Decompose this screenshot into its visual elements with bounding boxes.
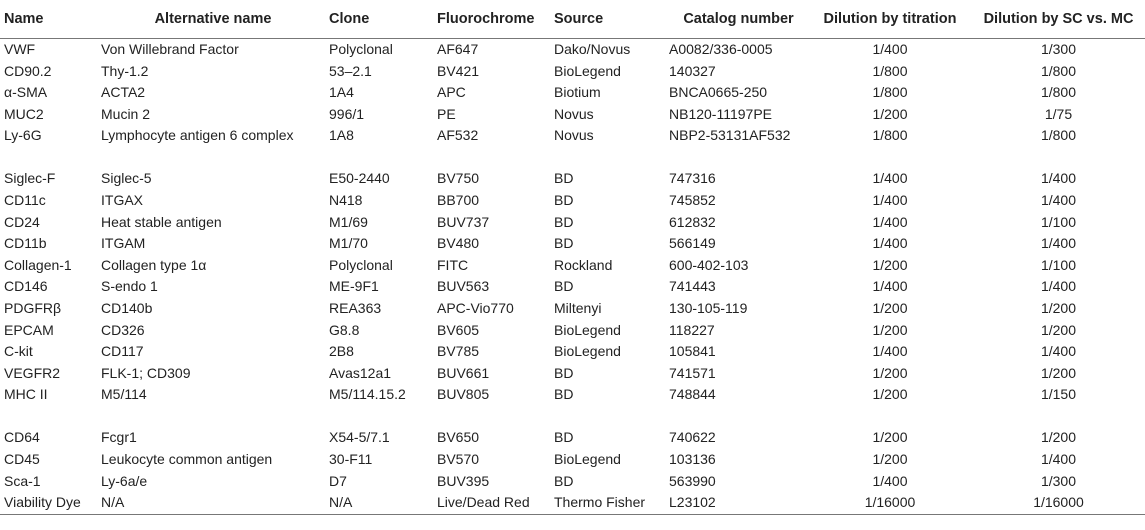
cell-dilution-titration: 1/400: [872, 278, 908, 295]
cell-dilution-sc-mc: 1/300: [1040, 41, 1077, 57]
cell-fluorochrome: BV650: [437, 429, 480, 446]
table-row: [0, 492, 1145, 514]
cell-dilution-titration: 1/800: [872, 62, 908, 79]
table-body: [0, 39, 1145, 515]
cell-dilution-titration: 1/200: [872, 450, 908, 467]
cell-alternative-name: CD326: [101, 321, 145, 338]
cell-dilution-titration: 1/200: [872, 256, 908, 273]
cell-source: BioLegend: [554, 343, 621, 360]
table-row: [0, 276, 1145, 298]
cell-dilution-sc-mc: 1/200: [1040, 364, 1077, 381]
table-row: [0, 363, 1145, 385]
cell-name: α-SMA: [4, 84, 48, 101]
cell-dilution-titration: 1/200: [872, 364, 908, 381]
cell-dilution-sc-mc: 1/400: [1040, 278, 1077, 295]
cell-clone: D7: [329, 472, 347, 489]
cell-dilution-sc-mc: 1/400: [1040, 191, 1077, 208]
cell-catalog-number: 747316: [669, 170, 716, 187]
cell-fluorochrome: Live/Dead Red: [433, 492, 550, 514]
cell-dilution-sc-mc: 1/100: [1040, 256, 1077, 273]
cell-dilution-sc-mc: 1/800: [1040, 127, 1077, 144]
table-row: [0, 427, 1145, 449]
cell-name: VEGFR2: [4, 364, 61, 381]
cell-fluorochrome: BV480: [437, 235, 480, 252]
cell-source: BD: [554, 364, 574, 381]
cell-dilution-titration: 1/200: [872, 429, 908, 446]
cell-dilution-sc-mc: 1/400: [1040, 450, 1077, 467]
cell-clone: M1/69: [329, 213, 368, 230]
cell-dilution-sc-mc: 1/800: [1040, 62, 1077, 79]
cell-fluorochrome: BUV661: [437, 364, 490, 381]
cell-fluorochrome: BUV395: [437, 472, 490, 489]
cell-catalog-number: 741571: [669, 364, 716, 381]
cell-dilution-sc-mc: 1/800: [1040, 84, 1077, 101]
cell-name: C-kit: [4, 343, 33, 360]
cell-source: Thermo Fisher: [550, 492, 665, 514]
cell-source: Novus: [554, 127, 594, 144]
cell-catalog-number: 612832: [669, 213, 716, 230]
cell-catalog-number: 563990: [669, 472, 716, 489]
cell-source: Rockland: [554, 256, 613, 273]
cell-fluorochrome: AF532: [437, 127, 479, 144]
cell-dilution-sc-mc: 1/150: [1040, 386, 1077, 403]
cell-name: Viability Dye: [0, 492, 97, 514]
cell-catalog-number: 130-105-119: [669, 299, 748, 316]
cell-name: CD11b: [4, 235, 47, 252]
cell-catalog-number: 741443: [669, 278, 716, 295]
cell-catalog-number: A0082/336-0005: [669, 41, 773, 57]
table-row: [0, 449, 1145, 471]
cell-dilution-sc-mc: 1/400: [1040, 343, 1077, 360]
cell-alternative-name: S-endo 1: [101, 278, 158, 295]
cell-catalog-number: 140327: [669, 62, 716, 79]
cell-name: Collagen-1: [4, 256, 72, 273]
cell-dilution-titration: 1/200: [872, 321, 908, 338]
cell-alternative-name: ACTA2: [101, 84, 146, 101]
cell-clone: G8.8: [329, 321, 360, 338]
cell-fluorochrome: BV605: [437, 321, 480, 338]
cell-dilution-sc-mc: 1/300: [1040, 472, 1077, 489]
cell-name: EPCAM: [4, 321, 54, 338]
table-header-row: [0, 0, 1145, 39]
cell-name: Sca-1: [4, 472, 41, 489]
cell-fluorochrome: BUV737: [437, 213, 490, 230]
cell-dilution-titration: 1/400: [872, 472, 908, 489]
cell-dilution-sc-mc: 1/75: [1044, 105, 1073, 122]
table-row: [0, 298, 1145, 320]
cell-catalog-number: 600-402-103: [669, 256, 749, 273]
cell-alternative-name: Mucin 2: [101, 105, 151, 122]
cell-dilution-titration: 1/400: [872, 41, 908, 57]
header-source: Source: [550, 0, 665, 39]
cell-source: BD: [554, 278, 574, 295]
cell-alternative-name: Thy-1.2: [101, 62, 149, 79]
cell-catalog-number: NB120-11197PE: [669, 105, 772, 122]
cell-fluorochrome: BV570: [437, 450, 480, 467]
cell-dilution-sc-mc: 1/400: [1040, 170, 1077, 187]
cell-alternative-name: Von Willebrand Factor: [101, 41, 239, 57]
cell-dilution-sc-mc: 1/400: [1040, 235, 1077, 252]
cell-name: CD64: [4, 429, 40, 446]
cell-source: Dako/Novus: [554, 41, 631, 57]
cell-dilution-titration: 1/400: [872, 343, 908, 360]
cell-alternative-name: N/A: [97, 492, 325, 514]
cell-clone: N418: [329, 191, 363, 208]
cell-clone: 1A8: [329, 127, 354, 144]
cell-clone: 30-F11: [329, 450, 373, 467]
cell-catalog-number: 566149: [669, 235, 716, 252]
cell-clone: Avas12a1: [329, 364, 392, 381]
cell-dilution-titration: 1/16000: [808, 492, 968, 514]
cell-source: BD: [554, 386, 574, 403]
cell-fluorochrome: PE: [437, 105, 456, 122]
cell-name: CD90.2: [4, 62, 52, 79]
cell-source: Miltenyi: [554, 299, 602, 316]
header-dilution-sc-mc: Dilution by SC vs. MC: [968, 0, 1145, 39]
cell-fluorochrome: BV785: [437, 343, 480, 360]
cell-source: Biotium: [554, 84, 601, 101]
cell-catalog-number: 748844: [669, 386, 716, 403]
cell-alternative-name: ITGAX: [101, 191, 144, 208]
cell-name: VWF: [4, 41, 36, 57]
cell-dilution-titration: 1/200: [872, 299, 908, 316]
header-clone: Clone: [325, 0, 433, 39]
table-row: [0, 82, 1145, 104]
cell-dilution-titration: 1/400: [872, 213, 908, 230]
table-row: [0, 125, 1145, 168]
cell-clone: 1A4: [329, 84, 354, 101]
cell-alternative-name: CD140b: [101, 299, 153, 316]
cell-alternative-name: Heat stable antigen: [101, 213, 222, 230]
table-row: [0, 233, 1145, 255]
cell-dilution-titration: 1/400: [872, 235, 908, 252]
header-catalog-number: Catalog number: [665, 0, 808, 39]
cell-clone: N/A: [325, 492, 433, 514]
cell-source: BioLegend: [554, 321, 621, 338]
cell-fluorochrome: BUV805: [437, 386, 490, 403]
cell-clone: Polyclonal: [329, 41, 393, 57]
cell-fluorochrome: BUV563: [437, 278, 490, 295]
cell-source: BioLegend: [554, 450, 621, 467]
cell-clone: E50-2440: [329, 170, 390, 187]
cell-clone: X54-5/7.1: [329, 429, 390, 446]
cell-dilution-titration: 1/200: [872, 386, 908, 403]
cell-fluorochrome: AF647: [437, 41, 479, 57]
cell-source: BD: [554, 170, 574, 187]
cell-fluorochrome: BB700: [437, 191, 480, 208]
table-row: [0, 255, 1145, 277]
cell-clone: 2B8: [329, 343, 354, 360]
cell-alternative-name: Fcgr1: [101, 429, 137, 446]
cell-name: Siglec-F: [4, 170, 56, 187]
header-fluorochrome: Fluorochrome: [433, 0, 550, 39]
cell-alternative-name: CD117: [101, 343, 144, 360]
table-row: [0, 168, 1145, 190]
cell-catalog-number: NBP2-53131AF532: [669, 127, 791, 144]
cell-source: Novus: [554, 105, 594, 122]
cell-source: BD: [554, 235, 574, 252]
cell-dilution-titration: 1/800: [872, 127, 908, 144]
table-row: [0, 212, 1145, 234]
cell-fluorochrome: FITC: [437, 256, 469, 273]
cell-dilution-titration: 1/200: [872, 105, 908, 122]
table-row: [0, 39, 1145, 61]
cell-source: BioLegend: [554, 62, 621, 79]
cell-fluorochrome: BV421: [437, 62, 480, 79]
cell-catalog-number: 745852: [669, 191, 716, 208]
cell-dilution-sc-mc: 1/100: [1040, 213, 1077, 230]
cell-dilution-sc-mc: 1/200: [1040, 299, 1077, 316]
cell-name: CD45: [4, 450, 40, 467]
cell-alternative-name: Siglec-5: [101, 170, 152, 187]
cell-clone: 53–2.1: [329, 62, 372, 79]
cell-catalog-number: 740622: [669, 429, 716, 446]
cell-source: BD: [554, 213, 574, 230]
cell-alternative-name: FLK-1; CD309: [101, 364, 191, 381]
header-dilution-titration: Dilution by titration: [808, 0, 968, 39]
cell-clone: M5/114.15.2: [329, 386, 406, 403]
cell-clone: Polyclonal: [329, 256, 393, 273]
cell-catalog-number: 103136: [669, 450, 716, 467]
cell-alternative-name: Ly-6a/e: [101, 472, 148, 489]
cell-alternative-name: Leukocyte common antigen: [101, 450, 273, 467]
cell-alternative-name: Lymphocyte antigen 6 complex: [101, 127, 294, 144]
header-name: Name: [0, 0, 97, 39]
table-row: [0, 384, 1145, 427]
cell-clone: M1/70: [329, 235, 368, 252]
cell-dilution-sc-mc: 1/16000: [968, 492, 1145, 514]
cell-dilution-titration: 1/400: [872, 170, 908, 187]
cell-name: Ly-6G: [4, 127, 42, 144]
cell-name: MUC2: [4, 105, 44, 122]
table-row: [0, 61, 1145, 83]
cell-source: BD: [554, 191, 574, 208]
cell-catalog-number: 118227: [669, 321, 715, 338]
cell-name: CD24: [4, 213, 40, 230]
table-row: [0, 190, 1145, 212]
cell-clone: REA363: [329, 299, 382, 316]
cell-fluorochrome: APC: [437, 84, 466, 101]
table-row: [0, 320, 1145, 342]
cell-clone: 996/1: [329, 105, 365, 122]
cell-source: BD: [554, 429, 574, 446]
cell-name: PDGFRβ: [4, 299, 62, 316]
cell-fluorochrome: APC-Vio770: [437, 299, 514, 316]
cell-source: BD: [554, 472, 574, 489]
cell-catalog-number: L23102: [665, 492, 808, 514]
cell-catalog-number: 105841: [669, 343, 716, 360]
cell-alternative-name: Collagen type 1α: [101, 256, 207, 273]
cell-catalog-number: BNCA0665-250: [669, 84, 768, 101]
header-alternative-name: Alternative name: [97, 0, 325, 39]
table-row: [0, 341, 1145, 363]
cell-dilution-sc-mc: 1/200: [1040, 321, 1077, 338]
cell-name: CD11c: [4, 191, 46, 208]
cell-clone: ME-9F1: [329, 278, 379, 295]
cell-dilution-titration: 1/400: [872, 191, 908, 208]
cell-alternative-name: ITGAM: [101, 235, 146, 252]
cell-name: MHC II: [4, 386, 48, 403]
cell-alternative-name: M5/114: [101, 386, 147, 403]
table-row: [0, 104, 1145, 126]
cell-fluorochrome: BV750: [437, 170, 480, 187]
cell-dilution-titration: 1/800: [872, 84, 908, 101]
cell-dilution-sc-mc: 1/200: [1040, 429, 1077, 446]
table-row: [0, 471, 1145, 493]
cell-name: CD146: [4, 278, 48, 295]
